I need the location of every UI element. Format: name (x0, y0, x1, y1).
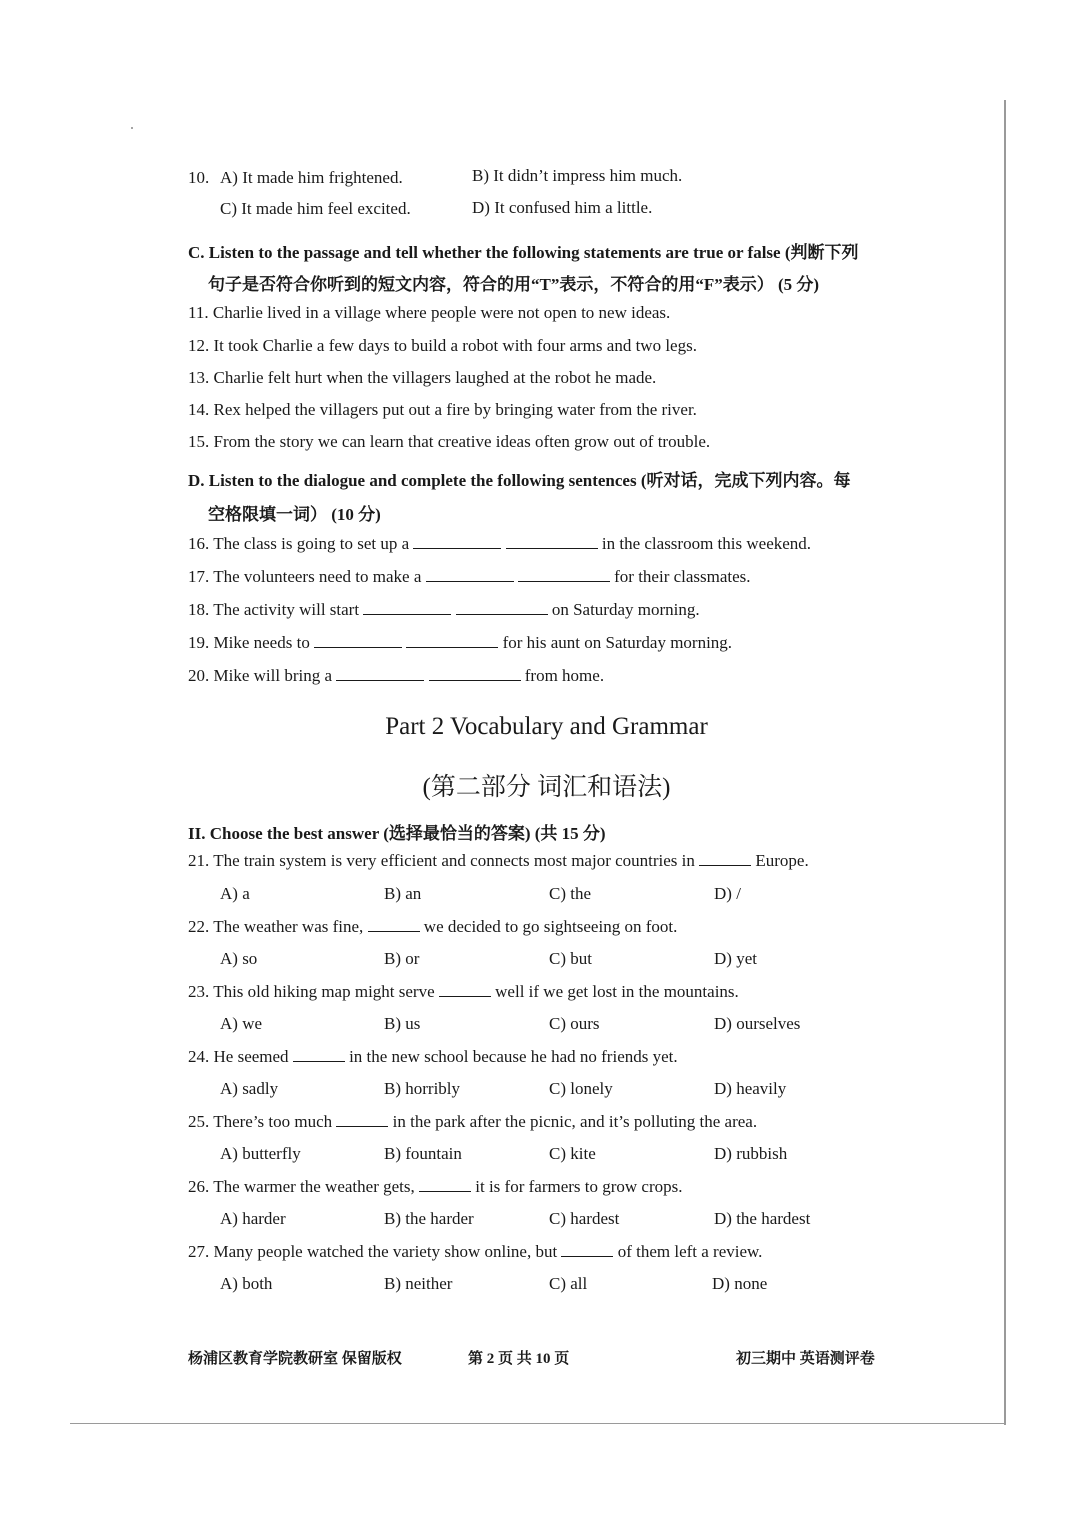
q23-option-b[interactable]: B) us (384, 1014, 421, 1033)
q27-option-b[interactable]: B) neither (384, 1274, 453, 1293)
question-text: of them left a review. (617, 1242, 763, 1261)
q25-option-b[interactable]: B) fountain (384, 1144, 462, 1163)
answer-blank[interactable] (336, 1125, 388, 1127)
question-text: it is for farmers to grow crops. (475, 1177, 683, 1196)
page-edge-right (1004, 100, 1006, 1425)
section-d-heading-cont: 空格限填一词） (10 分) (208, 505, 381, 524)
page-edge-bottom (70, 1423, 1006, 1424)
mc-question-24 (188, 1047, 678, 1067)
fill-item-text: from home. (524, 666, 605, 685)
answer-blank[interactable] (429, 679, 521, 681)
answer-blank[interactable] (368, 930, 420, 932)
part2-title: Part 2 Vocabulary and Grammar (385, 713, 708, 740)
q23-option-a[interactable]: A) we (220, 1014, 263, 1033)
mc-question-21 (188, 851, 809, 871)
section-ii-heading: II. Choose the best answer (选择最恰当的答案) (共 15 分) (188, 824, 606, 843)
footer-exam-title: 初三期中 英语测评卷 (736, 1351, 875, 1367)
q22-option-a[interactable]: A) so (220, 949, 258, 968)
mc-question-26 (188, 1177, 683, 1197)
q26-option-d[interactable]: D) the hardest (714, 1209, 811, 1228)
answer-blank[interactable] (439, 995, 491, 997)
q27-option-a[interactable]: A) both (220, 1274, 273, 1293)
fill-item-20 (188, 666, 604, 686)
question-text: in the new school because he had no friends yet. (349, 1047, 678, 1066)
answer-blank[interactable] (413, 547, 501, 549)
answer-blank[interactable] (419, 1190, 471, 1192)
answer-blank[interactable] (406, 646, 498, 648)
mc-question-25 (188, 1112, 757, 1132)
fill-item-text: in the classroom this weekend. (601, 534, 812, 553)
fill-item-18 (188, 600, 700, 620)
fill-item-17 (188, 567, 751, 587)
tf-item-12: 12. It took Charlie a few days to build a robot with four arms and two legs. (188, 336, 697, 355)
q21-option-a[interactable]: A) a (220, 884, 250, 903)
q10-option-c: C) It made him feel excited. (220, 199, 411, 218)
mc-question-23 (188, 982, 739, 1002)
question-text: well if we get lost in the mountains. (495, 982, 739, 1001)
q21-option-b[interactable]: B) an (384, 884, 422, 903)
q27-option-d[interactable]: D) none (712, 1274, 768, 1293)
answer-blank[interactable] (426, 580, 514, 582)
q24-option-c[interactable]: C) lonely (549, 1079, 613, 1098)
question-text: 27. Many people watched the variety show online, but (188, 1242, 558, 1261)
tf-item-15: 15. From the story we can learn that creative ideas often grow out of trouble. (188, 432, 711, 451)
mc-question-22 (188, 917, 677, 937)
q25-option-c[interactable]: C) kite (549, 1144, 596, 1163)
tf-item-14: 14. Rex helped the villagers put out a fire by bringing water from the river. (188, 400, 697, 419)
fill-item-19 (188, 633, 732, 653)
footer-copyright: 杨浦区教育学院教研室 保留版权 (188, 1351, 402, 1367)
q25-option-a[interactable]: A) butterfly (220, 1144, 301, 1163)
fill-item-text: for his aunt on Saturday morning. (502, 633, 733, 652)
fill-item-text: 20. Mike will bring a (188, 666, 333, 685)
q24-option-a[interactable]: A) sadly (220, 1079, 279, 1098)
q22-option-b[interactable]: B) or (384, 949, 420, 968)
q26-option-a[interactable]: A) harder (220, 1209, 286, 1228)
fill-item-text: 19. Mike needs to (188, 633, 310, 652)
question-text: 24. He seemed (188, 1047, 289, 1066)
q27-option-c[interactable]: C) all (549, 1274, 588, 1293)
footer-page-number: 第 2 页 共 10 页 (468, 1351, 570, 1367)
tf-item-13: 13. Charlie felt hurt when the villagers laughed at the robot he made. (188, 368, 657, 387)
q24-option-b[interactable]: B) horribly (384, 1079, 461, 1098)
q25-option-d[interactable]: D) rubbish (714, 1144, 788, 1163)
q23-option-d[interactable]: D) ourselves (714, 1014, 801, 1033)
question-text: 23. This old hiking map might serve (188, 982, 435, 1001)
answer-blank[interactable] (363, 613, 451, 615)
answer-blank[interactable] (518, 580, 610, 582)
q23-option-c[interactable]: C) ours (549, 1014, 600, 1033)
question-text: 26. The warmer the weather gets, (188, 1177, 415, 1196)
fill-item-16 (188, 534, 811, 554)
q21-option-c[interactable]: C) the (549, 884, 592, 903)
q26-option-b[interactable]: B) the harder (384, 1209, 474, 1228)
q24-option-d[interactable]: D) heavily (714, 1079, 787, 1098)
q10-number: 10. (188, 168, 210, 187)
answer-blank[interactable] (456, 613, 548, 615)
answer-blank[interactable] (314, 646, 402, 648)
tf-item-11: 11. Charlie lived in a village where people were not open to new ideas. (188, 303, 671, 322)
fill-item-text: for their classmates. (614, 567, 751, 586)
question-text: Europe. (755, 851, 809, 870)
fill-item-text: on Saturday morning. (551, 600, 700, 619)
q22-option-c[interactable]: C) but (549, 949, 592, 968)
section-d-heading: D. Listen to the dialogue and complete the following sentences (听对话，完成下列内容。每 (188, 471, 851, 490)
fill-item-text: 16. The class is going to set up a (188, 534, 410, 553)
q10-option-b: B) It didn’t impress him much. (472, 166, 683, 185)
q10-option-d: D) It confused him a little. (472, 198, 653, 217)
question-text: we decided to go sightseeing on foot. (423, 917, 678, 936)
fill-item-text: 17. The volunteers need to make a (188, 567, 422, 586)
section-c-heading-cont: 句子是否符合你听到的短文内容，符合的用“T”表示，不符合的用“F”表示） (5 分) (208, 275, 820, 294)
answer-blank[interactable] (293, 1060, 345, 1062)
mc-question-27 (188, 1242, 762, 1262)
question-text: 25. There’s too much (188, 1112, 333, 1131)
answer-blank[interactable] (699, 864, 751, 866)
answer-blank[interactable] (336, 679, 424, 681)
answer-blank[interactable] (506, 547, 598, 549)
question-text: 22. The weather was fine, (188, 917, 364, 936)
q26-option-c[interactable]: C) hardest (549, 1209, 620, 1228)
question-text: 21. The train system is very efficient and connects most major countries in (188, 851, 695, 870)
fill-item-text: 18. The activity will start (188, 600, 360, 619)
section-c-heading: C. Listen to the passage and tell whether the following statements are true or false (判断下列 (188, 243, 859, 262)
answer-blank[interactable] (561, 1255, 613, 1257)
q22-option-d[interactable]: D) yet (714, 949, 757, 968)
q10-option-a: A) It made him frightened. (220, 168, 403, 187)
question-text: in the park after the picnic, and it’s polluting the area. (392, 1112, 758, 1131)
scan-speck (131, 127, 133, 129)
part2-subtitle: (第二部分 词汇和语法) (422, 774, 671, 801)
q21-option-d[interactable]: D) / (714, 884, 741, 903)
